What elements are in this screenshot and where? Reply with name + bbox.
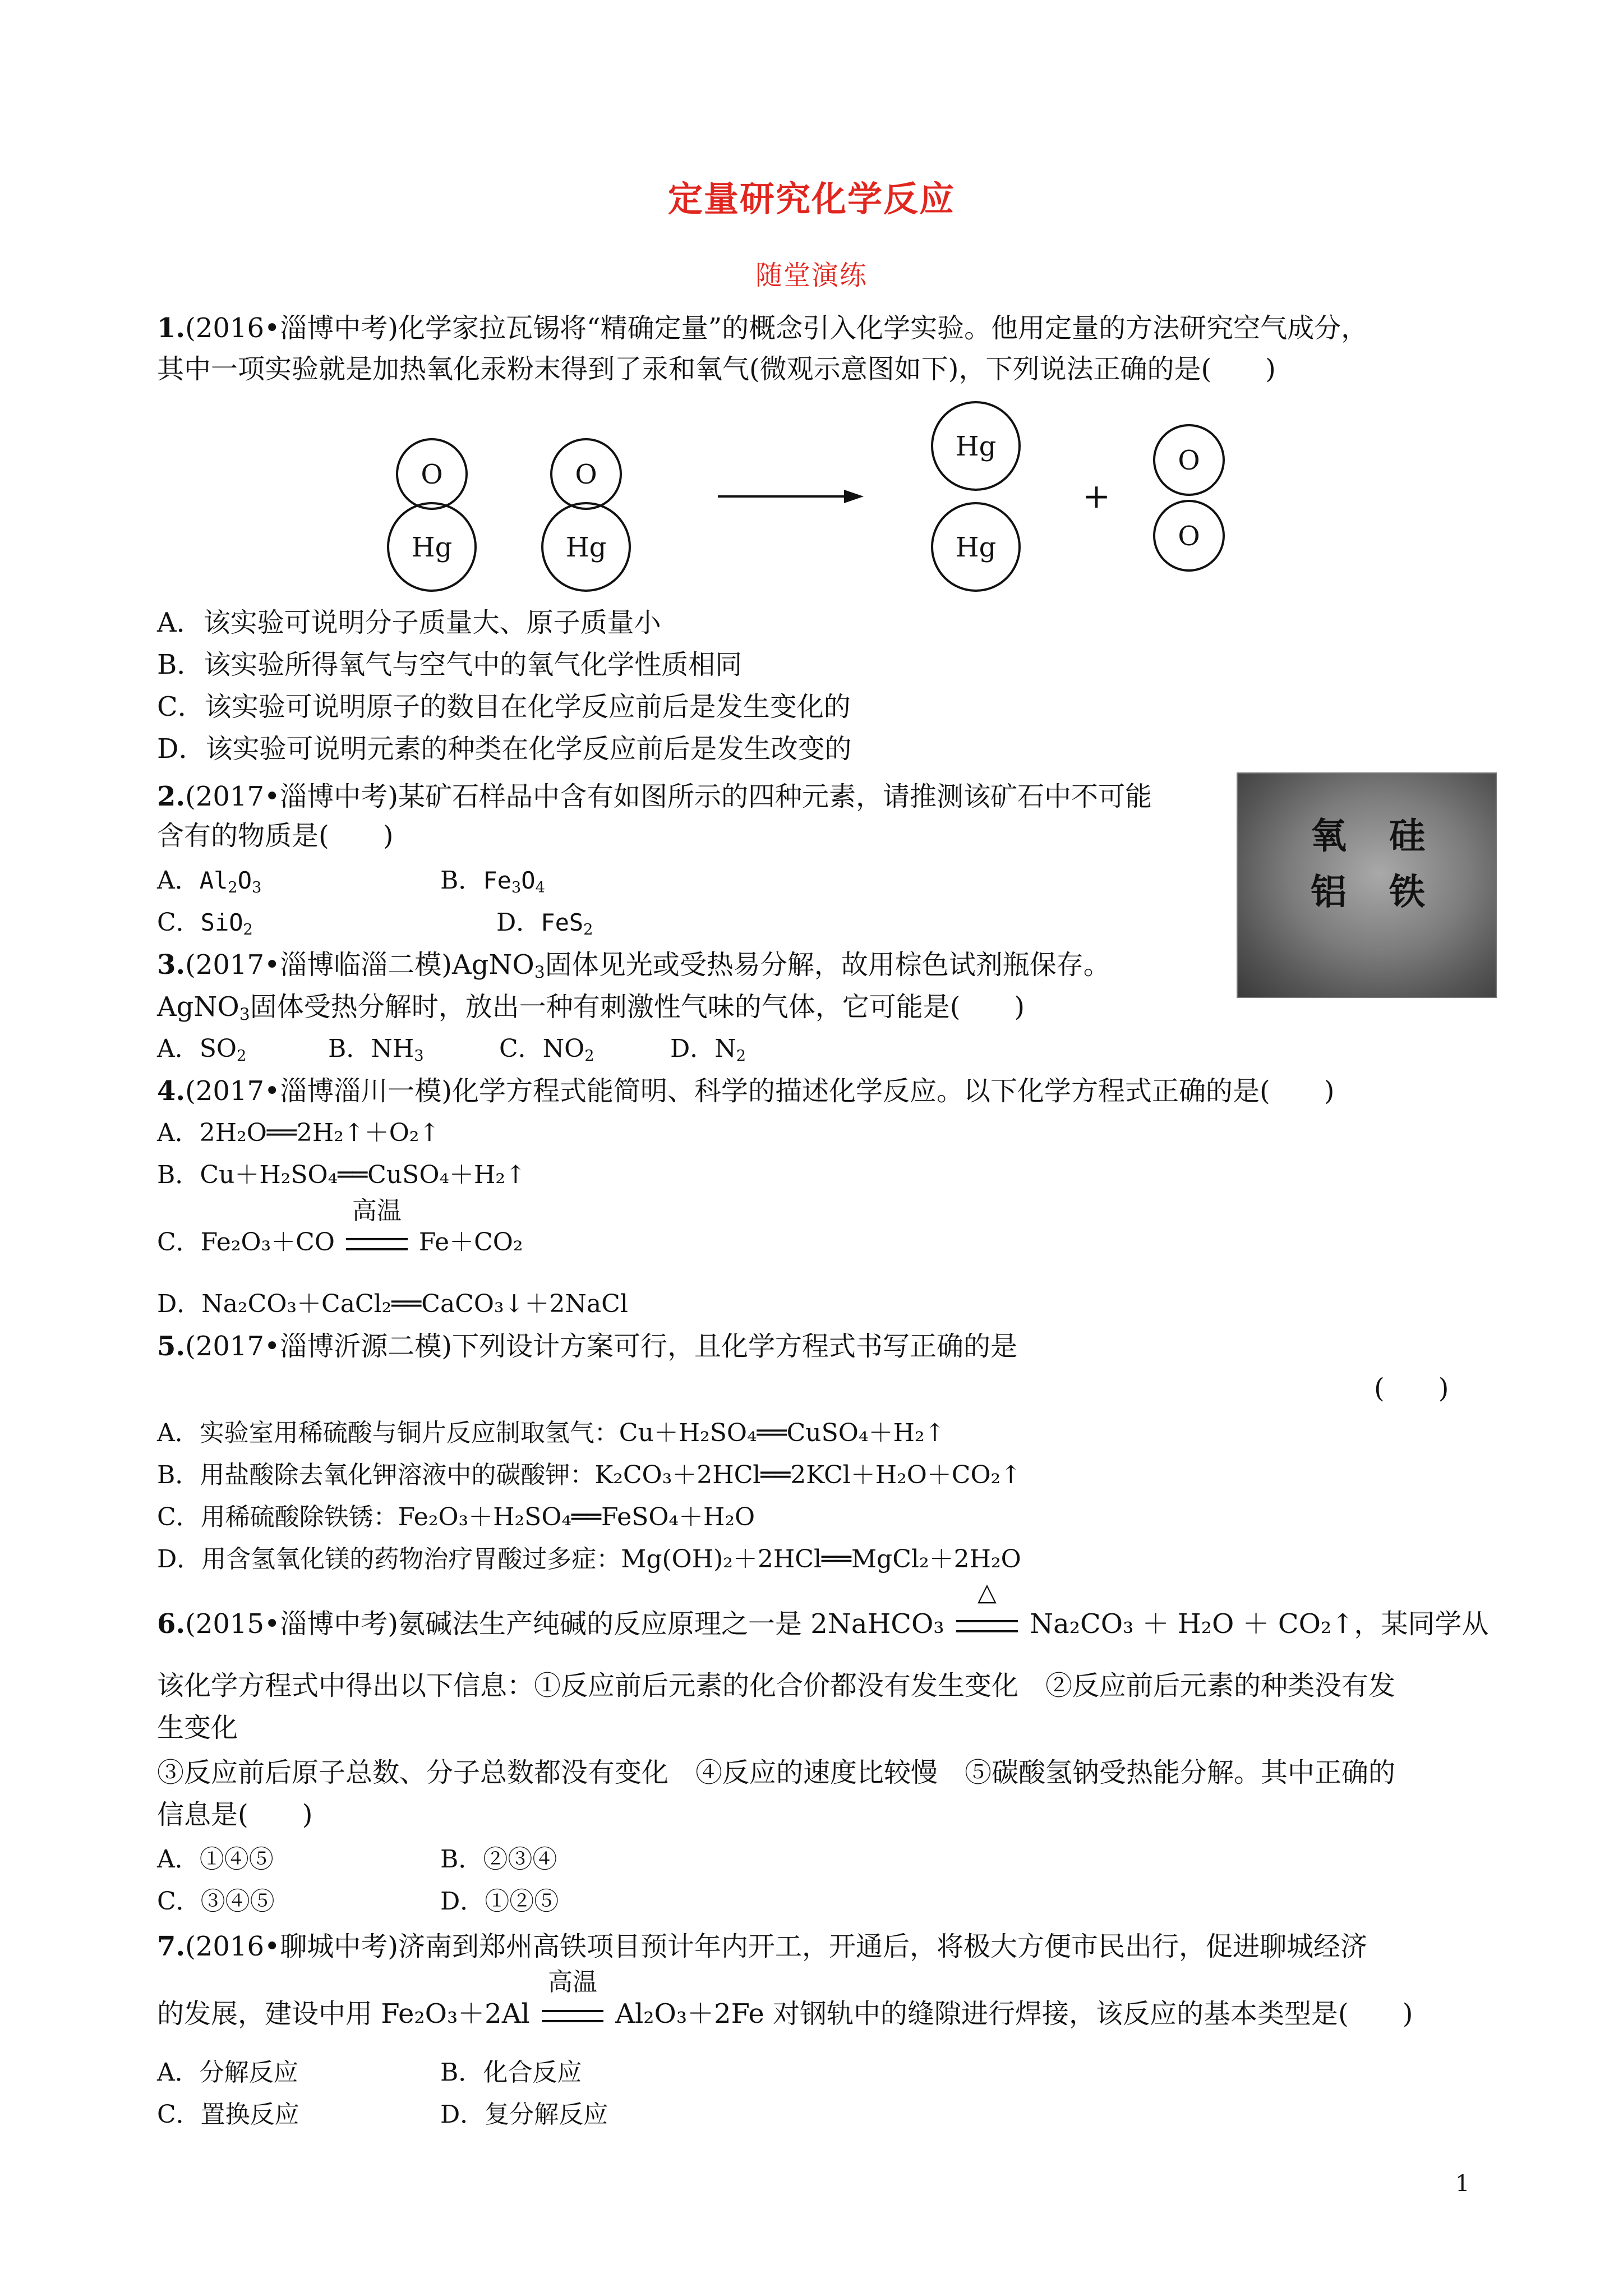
q5-answer-paren: ( ) bbox=[1374, 1373, 1449, 1404]
q7-line1: 7.(2016•聊城中考)济南到郑州高铁项目预计年内开工，开通后，将极大方便市民出行，促进聊城经济 bbox=[157, 1931, 1368, 1962]
q2-option-b: B．$Fe_3O_4$ bbox=[440, 866, 545, 896]
q7-option-b: B．化合反应 bbox=[440, 2058, 582, 2087]
q3-option-d: D．$N_2$ bbox=[670, 1034, 746, 1065]
q6-number: 6. bbox=[157, 1608, 186, 1640]
q5-option-a: A．实验室用稀硫酸与铜片反应制取氢气：Cu＋H₂SO₄══CuSO₄＋H₂↑ bbox=[157, 1419, 946, 1447]
mineral-label-iron: 铁 bbox=[1389, 871, 1425, 913]
q1-hg-atom-3: Hg bbox=[955, 431, 997, 462]
q6-option-d: D．①②⑤ bbox=[440, 1887, 559, 1916]
q1-option-c: C．该实验可说明原子的数目在化学反应前后是发生变化的 bbox=[157, 691, 851, 723]
q4-option-c: C．Fe₂O₃＋CO 高温 Fe＋CO₂ bbox=[157, 1226, 523, 1259]
q1-o-atom-3: O bbox=[1178, 445, 1200, 476]
q1-plus-sign: + bbox=[1082, 477, 1111, 516]
page-title: 定量研究化学反应 bbox=[667, 178, 955, 219]
q1-o-atom-1: O bbox=[421, 459, 443, 490]
q5-number: 5. bbox=[157, 1331, 186, 1362]
q3-line1: 3.(2017•淄博临淄二模)AgNO$_3$固体见光或受热易分解，故用棕色试剂瓶保存。 bbox=[157, 949, 1110, 983]
q3-option-b: B．$NH_3$ bbox=[328, 1034, 424, 1065]
q4-high-temp-condition: 高温 bbox=[343, 1226, 411, 1259]
q6-option-b: B．②③④ bbox=[440, 1845, 557, 1874]
q4-option-b: B．Cu＋H₂SO₄══CuSO₄＋H₂↑ bbox=[157, 1161, 526, 1189]
q7-number: 7. bbox=[157, 1931, 186, 1962]
q3-option-a: A．$SO_2$ bbox=[157, 1034, 247, 1065]
q3-number: 3. bbox=[157, 949, 186, 981]
q1-option-d: D．该实验可说明元素的种类在化学反应前后是发生改变的 bbox=[157, 733, 852, 765]
q6-line4: ③反应前后原子总数、分子总数都没有变化 ④反应的速度比较慢 ⑤碳酸氢钠受热能分解。其中正确的 bbox=[157, 1757, 1396, 1788]
q6-line2: 该化学方程式中得出以下信息：①反应前后元素的化合价都没有发生变化 ②反应前后元素的种类没有发 bbox=[157, 1670, 1396, 1701]
q6-line1: 6.(2015•淄博中考)氨碱法生产纯碱的反应原理之一是 2NaHCO₃ △ Na₂CO₃ ＋ H₂O ＋ CO₂↑，某同学从 bbox=[157, 1578, 1489, 1640]
q7-option-d: D．复分解反应 bbox=[440, 2100, 608, 2129]
q2-line1 bbox=[157, 780, 1152, 813]
q6-option-a: A．①④⑤ bbox=[157, 1845, 274, 1874]
q6-line3: 生变化 bbox=[157, 1712, 238, 1743]
q7-high-temp-condition: 高温 bbox=[538, 1997, 607, 2031]
q7-option-a: A．分解反应 bbox=[157, 2058, 298, 2087]
q3-line2: AgNO$_3$固体受热分解时，放出一种有刺激性气味的气体，它可能是( ) bbox=[157, 991, 1025, 1025]
mineral-label-oxygen: 氧 bbox=[1311, 815, 1347, 857]
q4-option-d: D．Na₂CO₃＋CaCl₂══CaCO₃↓＋2NaCl bbox=[157, 1290, 628, 1318]
q2-option-a: A．$Al_2O_3$ bbox=[157, 866, 262, 896]
q6-heating-condition: △ bbox=[953, 1607, 1021, 1641]
q1-text1: (2016•淄博中考)化学家拉瓦锡将“精确定量”的概念引入化学实验。他用定量的方法研究空气成分， bbox=[185, 312, 1368, 344]
q2-number: 2. bbox=[157, 781, 186, 812]
page-subtitle: 随堂演练 bbox=[755, 260, 868, 291]
q4-option-a: A．2H₂O══2H₂↑＋O₂↑ bbox=[157, 1119, 440, 1147]
mineral-sample-image bbox=[1237, 772, 1497, 998]
q1-option-a: A．该实验可说明分子质量大、原子质量小 bbox=[157, 607, 661, 638]
q1-option-b: B．该实验所得氧气与空气中的氧气化学性质相同 bbox=[157, 649, 743, 680]
q1-line2: 其中一项实验就是加热氧化汞粉末得到了汞和氧气(微观示意图如下)，下列说法正确的是( ) bbox=[157, 353, 1276, 385]
q2-option-c: C．SiO$_2$ bbox=[157, 908, 253, 938]
q5-option-c: C．用稀硫酸除铁锈：Fe₂O₃＋H₂SO₄══FeSO₄＋H₂O bbox=[157, 1503, 755, 1531]
q2-line2: 含有的物质是( ) bbox=[157, 820, 394, 852]
q1-o-atom-2: O bbox=[575, 459, 597, 490]
q5-line1: 5.(2017•淄博沂源二模)下列设计方案可行，且化学方程式书写正确的是 bbox=[157, 1331, 1018, 1362]
q3-option-c: C．$NO_2$ bbox=[499, 1034, 594, 1065]
q5-option-b: B．用盐酸除去氧化钾溶液中的碳酸钾：K₂CO₃＋2HCl══2KCl＋H₂O＋CO₂↑ bbox=[157, 1461, 1022, 1489]
q1-reaction-diagram bbox=[0, 0, 1623, 617]
q1-o-atom-4: O bbox=[1178, 521, 1200, 552]
q6-line5: 信息是( ) bbox=[157, 1799, 313, 1830]
mineral-label-silicon: 硅 bbox=[1389, 815, 1425, 857]
q4-number: 4. bbox=[157, 1075, 186, 1107]
q7-line2: 的发展，建设中用 Fe₂O₃＋2Al 高温 Al₂O₃＋2Fe 对钢轨中的缝隙进行焊接，该反应的基本类型是( ) bbox=[157, 1968, 1413, 2030]
q1-number: 1. bbox=[157, 312, 186, 344]
q2-option-d: D．FeS$_2$ bbox=[496, 908, 593, 938]
q1-hg-atom-2: Hg bbox=[565, 532, 607, 563]
q4-line1: 4.(2017•淄博淄川一模)化学方程式能简明、科学的描述化学反应。以下化学方程式正确的是( ) bbox=[157, 1075, 1335, 1107]
q7-option-c: C．置换反应 bbox=[157, 2100, 299, 2129]
q6-option-c: C．③④⑤ bbox=[157, 1887, 275, 1916]
page-number: 1 bbox=[1455, 2171, 1470, 2197]
q1-hg-atom-4: Hg bbox=[955, 532, 997, 563]
q2-text1: (2017•淄博中考)某矿石样品中含有如图所示的四种元素，请推测该矿石中不可能 bbox=[185, 781, 1152, 812]
mineral-label-aluminum: 铝 bbox=[1311, 871, 1347, 913]
q5-option-d: D．用含氢氧化镁的药物治疗胃酸过多症：Mg(OH)₂＋2HCl══MgCl₂＋2H₂O bbox=[157, 1545, 1021, 1573]
q1-hg-atom-1: Hg bbox=[411, 532, 453, 563]
